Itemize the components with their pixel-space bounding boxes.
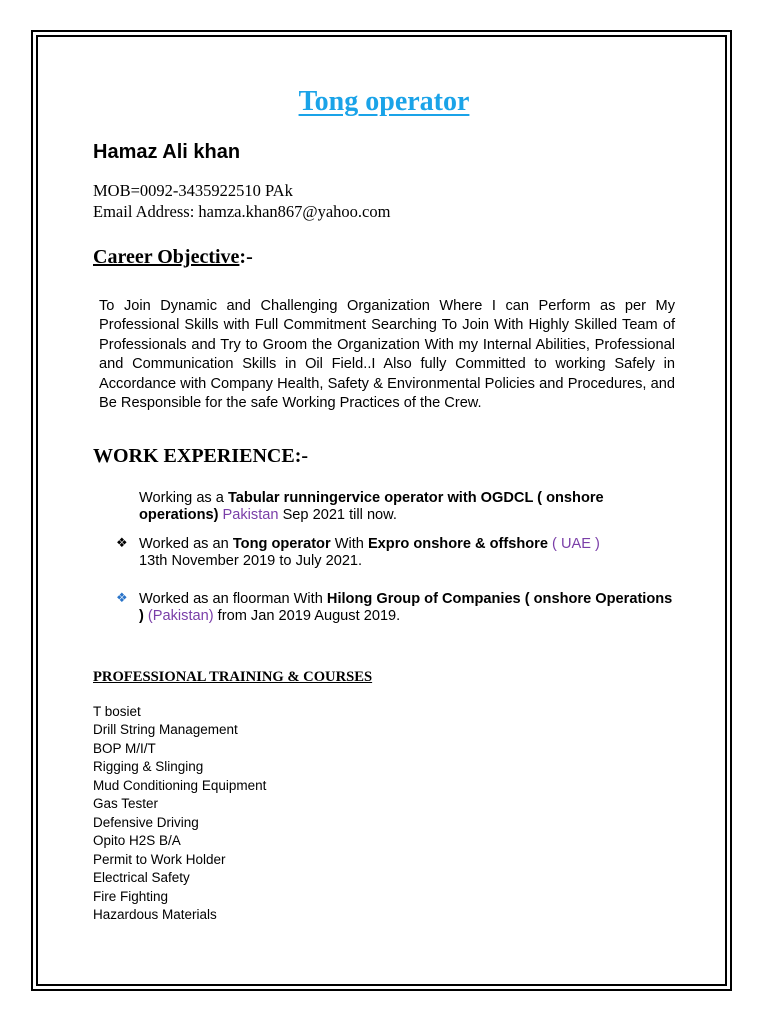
experience-item-1: [139, 490, 679, 523]
course-item: Fire Fighting: [93, 889, 169, 904]
candidate-name: Hamaz Ali khan: [93, 141, 241, 163]
course-item: Drill String Management: [93, 722, 238, 737]
exp1-location: Pakistan: [218, 506, 283, 523]
document-title: Tong operator: [298, 86, 470, 117]
exp2-text-b: With: [330, 536, 368, 552]
course-item: Electrical Safety: [93, 870, 190, 885]
exp1-dates: Sep 2021 till now.: [282, 506, 397, 523]
exp1-text-a: Working as a: [139, 490, 228, 506]
email-address: Email Address: hamza.khan867@yahoo.com: [93, 202, 391, 221]
exp2-location: ( UAE ): [547, 536, 600, 552]
course-item: Permit to Work Holder: [93, 852, 226, 867]
exp3-company: Hilong Group of Companies ( onshore Operations ): [139, 591, 673, 624]
mobile-number: MOB=0092-3435922510 PAk: [93, 181, 293, 200]
career-objective-heading: [93, 246, 253, 269]
course-item: BOP M/I/T: [93, 741, 156, 756]
experience-item-2: [139, 536, 679, 569]
diamond-blue-bullet-icon: ❖: [116, 591, 128, 606]
experience-item-3: [139, 591, 679, 624]
course-item: Rigging & Slinging: [93, 759, 204, 774]
training-heading: PROFESSIONAL TRAINING & COURSES: [93, 669, 373, 685]
exp2-dates: 13th November 2019 to July 2021.: [139, 552, 363, 569]
course-item: Defensive Driving: [93, 815, 199, 830]
exp2-company: Expro onshore & offshore: [367, 536, 548, 552]
career-objective-heading-suffix: :-: [239, 246, 253, 268]
career-objective-text: To Join Dynamic and Challenging Organization Where I can Perform as per My Professional Skills with Full Commitment Searching To Join With Highly Skilled Team of Professionals and Try to Groom the Organization With my Internal Abilities, Professional and Communication Skills in Oil Field..I Also fully Committed to working Safely in Accordance with Company Health, Safety & Environmental Policies and Procedures, and Be Responsible for the safe Working Practices of the Crew.: [99, 298, 675, 412]
course-item: Mud Conditioning Equipment: [93, 778, 267, 793]
course-item: Gas Tester: [93, 796, 159, 811]
exp1-role-company: Tabular runningervice operator with OGDCL ( onshore operations): [139, 490, 604, 523]
career-objective-heading-text: Career Objective: [93, 246, 240, 268]
course-item: Hazardous Materials: [93, 907, 217, 922]
diamond-outline-bullet-icon: ❖: [116, 536, 128, 551]
exp3-dates: from Jan 2019 August 2019.: [213, 607, 401, 624]
course-item: T bosiet: [93, 704, 141, 719]
course-item: Opito H2S B/A: [93, 833, 181, 848]
exp2-text-a: Worked as an: [139, 536, 233, 552]
exp2-role: Tong operator: [232, 536, 331, 552]
exp3-text-a: Worked as an floorman With: [139, 591, 327, 607]
exp3-location: (Pakistan): [143, 607, 214, 624]
work-experience-heading: WORK EXPERIENCE:-: [93, 445, 309, 467]
